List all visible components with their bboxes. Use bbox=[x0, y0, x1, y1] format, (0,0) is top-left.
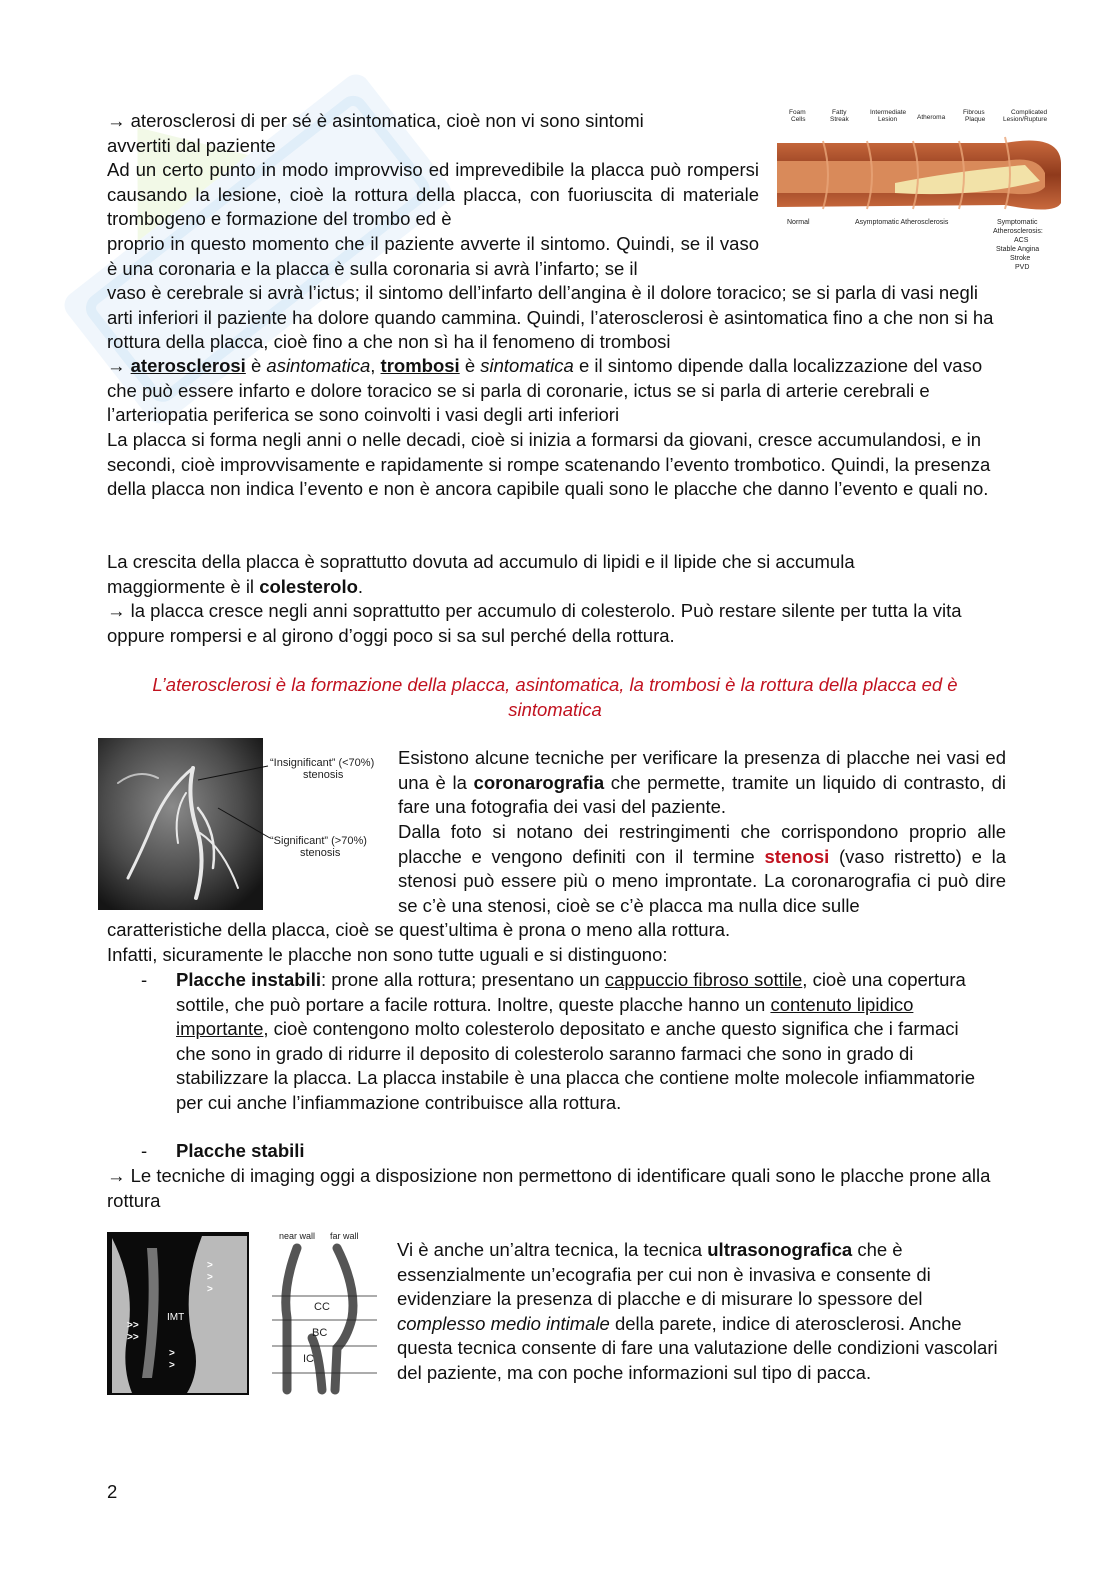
us-label-bc: BC bbox=[312, 1327, 328, 1339]
figure-label-symptomatic: Atherosclerosis: bbox=[993, 228, 1043, 235]
term-placche-stabili: Placche stabili bbox=[176, 1140, 305, 1161]
svg-text:>>: >> bbox=[127, 1332, 139, 1343]
svg-text:>>: >> bbox=[127, 1320, 139, 1331]
paragraph: caratteristiche della placca, cioè se quest’ultima è prona o meno alla rottura. bbox=[107, 919, 731, 940]
term-trombosi: trombosi bbox=[380, 355, 460, 376]
term-colesterolo: colesterolo bbox=[259, 575, 358, 597]
term-stenosi: stenosi bbox=[764, 845, 830, 867]
us-label-imt: IMT bbox=[167, 1312, 185, 1323]
atherosclerosis-progression-figure bbox=[775, 103, 1067, 279]
list-item: Placche instabili: prone alla rottura; presentano un cappuccio fibroso sottile, cioè una copertura sottile, che può portare a facile rottura. Inoltre, queste placche hanno un contenuto lipidico importante, cioè contengono molto colesterolo depositato e anche questo significa che i farmaci che sono in grado di ridurre il deposito di colesterolo saranno farmaci che sono in grado di stabilizzare la placca. La placca instabile è una placca che contiene molte molecole infiammatorie per cui anche l’infiammazione contribuisce alla rottura. bbox=[176, 969, 976, 1113]
paragraph: Esistono alcune tecniche per verificare la presenza di placche nei vasi ed una è la coronarografia che permette, tramite un liquido di contrasto, di fare una fotografia dei vasi del paziente. bbox=[398, 747, 1007, 818]
paragraph: → aterosclerosi è asintomatica, trombosi è sintomatica e il sintomo dipende dalla localizzazione del vaso che può essere infarto e dolore toracico se si parla di coronarie, ictus se si parla di arterie cerebrali e l’arteriopatia periferica se sono coinvolti i vasi degli arti inferiori bbox=[107, 355, 983, 426]
paragraph: La placca si forma negli anni o nelle decadi, cioè si inizia a formarsi da giovani, cresce accumulandosi, e in secondi, cioè improvvisamente e rapidamente si rompe scatenando l’evento trombotico. Quindi, la presenza della placca non indica l’evento e non è ancora capibile quali sono le placche che danno l’evento e quali no. bbox=[107, 429, 991, 500]
stage-label: Lesion bbox=[878, 116, 898, 123]
paragraph: → la placca cresce negli anni soprattutto per accumulo di colesterolo. Può restare silente per tutta la vita oppure rompersi e al girono d’oggi poco si sa sul perché della rottura. bbox=[107, 600, 962, 646]
page-number: 2 bbox=[107, 1481, 118, 1502]
angio-label-insignificant: stenosis bbox=[303, 769, 344, 781]
figure-label-normal: Normal bbox=[787, 219, 810, 226]
stage-label: Fibrous bbox=[963, 109, 985, 116]
list-bullet: - bbox=[141, 1140, 148, 1161]
term-placche-instabili: Placche instabili bbox=[176, 969, 321, 990]
stage-label: Fatty bbox=[832, 109, 847, 116]
angio-label-significant: stenosis bbox=[300, 847, 341, 859]
us-label-ic: IC bbox=[303, 1353, 314, 1365]
list-bullet: - bbox=[141, 969, 148, 990]
figure-label-asymptomatic: Asymptomatic Atherosclerosis bbox=[855, 219, 949, 226]
angio-label-insignificant: “Insignificant” (<70%) bbox=[270, 757, 375, 769]
figure-label-symptomatic: Stable Angina bbox=[996, 246, 1040, 253]
stage-label: Atheroma bbox=[917, 114, 946, 121]
arrow-icon: → bbox=[107, 110, 126, 131]
term-ultrasonografica: ultrasonografica bbox=[707, 1239, 853, 1260]
stage-label: Lesion/Rupture bbox=[1003, 116, 1048, 123]
arrow-icon: → bbox=[107, 1165, 126, 1186]
us-label-cc: CC bbox=[314, 1301, 330, 1313]
stage-label: Cells bbox=[791, 116, 806, 123]
paragraph: → Le tecniche di imaging oggi a disposizione non permettono di identificare quali sono le placche prone alla rottura bbox=[107, 1165, 991, 1211]
stage-label: Plaque bbox=[965, 116, 986, 123]
stage-label: Streak bbox=[830, 116, 849, 123]
arrow-icon: → bbox=[107, 355, 126, 376]
arrow-icon: → bbox=[107, 600, 126, 621]
stage-label: Intermediate bbox=[870, 109, 907, 116]
term-coronarografia: coronarografia bbox=[473, 771, 605, 793]
us-label-near-wall: near wall bbox=[279, 1231, 316, 1241]
stage-label: Complicated bbox=[1011, 109, 1048, 116]
paragraph: Infatti, sicuramente le placche non sono tutte uguali e si distinguono: bbox=[107, 944, 668, 965]
paragraph: → aterosclerosi di per sé è asintomatica, cioè non vi sono sintomi avvertiti dal paziente bbox=[107, 110, 644, 156]
stage-label: Foam bbox=[789, 109, 806, 116]
figure-label-symptomatic: Symptomatic bbox=[997, 219, 1038, 226]
svg-text:>: > bbox=[207, 1272, 213, 1283]
us-label-far-wall: far wall bbox=[330, 1231, 359, 1241]
paragraph: vaso è cerebrale si avrà l’ictus; il sintomo dell’infarto dell’angina è il dolore toracico; se si parla di vasi negli arti inferiori il paziente ha dolore quando cammina. Quindi, l’aterosclerosi è asintomatica fino a che non si ha rottura della placca, cioè fino a che non sì ha il fenomeno di trombosi bbox=[107, 282, 994, 353]
list-item bbox=[176, 1139, 976, 1164]
svg-text:>: > bbox=[169, 1360, 175, 1371]
paragraph: proprio in questo momento che il paziente avverte il sintomo. Quindi, se il vaso è una coronaria e la placca è sulla coronaria si avrà l’infarto; se il bbox=[107, 233, 759, 279]
figure-label-symptomatic: Stroke bbox=[1010, 255, 1031, 262]
paragraph: Vi è anche un’altra tecnica, la tecnica ultrasonografica che è essenzialmente un’ecografia per cui non è invasiva e consente di evidenziare la presenza di placche e di misurare lo spessore del complesso medio intimale della parete, indice di aterosclerosi. Anche questa tecnica consente di fare una valutazione delle condizioni vascolari del paziente, ma con poche informazioni sul tipo di pacca. bbox=[397, 1239, 998, 1383]
key-statement: L’aterosclerosi è la formazione della placca, asintomatica, la trombosi è la rottura della placca ed è sintomatica bbox=[152, 674, 958, 720]
svg-text:>: > bbox=[207, 1284, 213, 1295]
ultrasound-figure bbox=[107, 1228, 382, 1398]
paragraph: Ad un certo punto in modo improvviso ed imprevedibile la placca può rompersi causando la lesione, cioè la rottura della placca, con fuoriuscita di materiale trombogeno e formazione del trombo ed è bbox=[107, 159, 759, 230]
paragraph: Dalla foto si notano dei restringimenti che corrispondono proprio alle placche e vengono definiti con il termine stenosi (vaso ristretto) e la stenosi può essere più o meno improntate. La coronarografia ci può dire se c’è una stenosi, cioè se c’è placca ma nulla dice sulle bbox=[398, 821, 1007, 916]
svg-text:>: > bbox=[207, 1260, 213, 1271]
coronary-angiography-figure bbox=[98, 738, 388, 910]
figure-label-symptomatic: ACS bbox=[1014, 237, 1029, 244]
angio-label-significant: “Significant” (>70%) bbox=[270, 835, 367, 847]
term-aterosclerosi: aterosclerosi bbox=[130, 355, 246, 376]
figure-label-symptomatic: PVD bbox=[1015, 264, 1030, 271]
paragraph: La crescita della placca è soprattutto dovuta ad accumulo di lipidi e il lipide che si accumula maggiormente è il colesterolo. bbox=[107, 551, 855, 597]
svg-text:>: > bbox=[169, 1348, 175, 1359]
